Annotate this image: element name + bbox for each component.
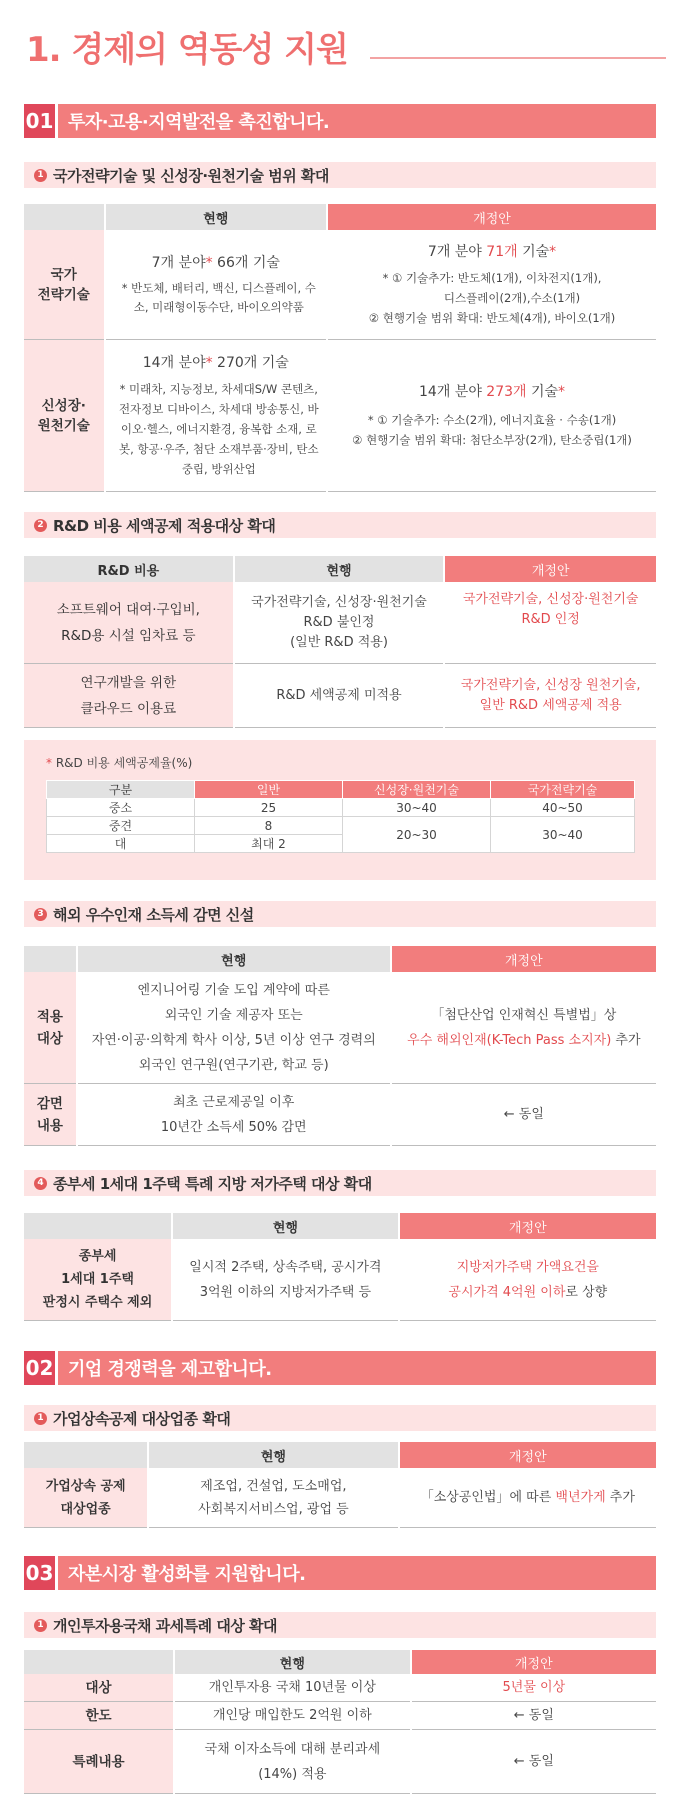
row-header: 대상 (24, 1674, 173, 1702)
section-title: 투자·고용·지역발전을 촉진합니다. (68, 112, 330, 133)
rate-box (24, 740, 656, 880)
rate-cell: 25 (195, 799, 343, 817)
cell-note: ① 기술추가: 수소(2개), 에너지효율 · 수송(1개) (377, 412, 617, 427)
item-number-badge: 1 (34, 1619, 47, 1632)
corner-header (24, 1213, 171, 1239)
row-header: 소프트웨어 대여·구입비, R&D용 시설 임차료 등 (24, 582, 233, 664)
rate-header: 구분 (47, 781, 195, 799)
table-row (24, 1702, 656, 1730)
rate-cell: 30~40 (343, 799, 491, 817)
cell-text: 7개 분야 (427, 243, 487, 260)
proposal-cell: 국가전략기술, 신성장 원천기술, 일반 R&D 세액공제 적용 (445, 664, 656, 728)
rate-header: 신성장·원천기술 (343, 781, 491, 799)
table-row (24, 1084, 656, 1146)
cell-text: 270개 기술 (212, 354, 289, 371)
current-cell: 일시적 2주택, 상속주택, 공시가격 3억원 이하의 지방저가주택 등 (173, 1239, 398, 1321)
table-talent-tax (22, 946, 658, 1146)
section-title: 기업 경쟁력을 제고합니다. (68, 1359, 272, 1380)
proposal-header: 개정안 (392, 946, 656, 972)
cell-text: 기술 (517, 243, 550, 260)
rate-cell: 최대 2 (195, 835, 343, 853)
current-header: 현행 (78, 946, 390, 972)
cell-text: 기술 (526, 383, 559, 400)
section-number: 01 (24, 104, 58, 138)
current-cell: 제조업, 건설업, 도소매업, 사회복지서비스업, 광업 등 (149, 1468, 397, 1528)
highlight-text: 우수 해외인재(K-Tech Pass 소지자) (407, 1032, 612, 1048)
item-bar (24, 1612, 656, 1638)
cell-note: ② 현행기술 범위 확대: 첨단소부장(2개), 탄소중립(1개) (352, 432, 632, 447)
current-header: 현행 (235, 556, 444, 582)
item-number-badge: 2 (34, 519, 47, 532)
current-header: 현행 (173, 1213, 398, 1239)
cell-text: 7개 분야 (151, 254, 206, 271)
rate-cell: 40~50 (491, 799, 635, 817)
rate-title-text: R&D 비용 세액공제율(%) (55, 756, 193, 770)
table-rnd-scope (22, 556, 658, 728)
section-03-bar (24, 1556, 656, 1590)
item-title: 개인투자용국채 과세특례 대상 확대 (53, 1616, 278, 1635)
section-title: 자본시장 활성화를 지원합니다. (68, 1564, 306, 1585)
item-number-badge: 3 (34, 908, 47, 921)
cell-note: ② 현행기술 범위 확대: 반도체(4개), 바이오(1개) (368, 310, 616, 325)
item-number-badge: 1 (34, 169, 47, 182)
row-header: 신성장· 원천기술 (24, 340, 104, 492)
cell-text: 「소상공인법」에 따른 (420, 1489, 556, 1505)
proposal-cell: ← 동일 (392, 1084, 656, 1146)
highlight-text: 지방저가주택 가액요건을 (456, 1259, 599, 1275)
cell-text: 추가 (611, 1032, 641, 1048)
cell-note: ① 기술추가: 반도체(1개), 이차전지(1개), (392, 270, 602, 285)
corner-header (24, 204, 104, 230)
item-bar (24, 1405, 656, 1431)
proposal-cell: 국가전략기술, 신성장·원천기술 R&D 인정 (445, 582, 656, 664)
item-bar (24, 1170, 656, 1196)
main-title (26, 22, 666, 71)
current-cell: 엔지니어링 기술 도입 계약에 따른 외국인 기술 제공자 또는 자연·이공·의학계 학사 이상, 5년 이상 연구 경력의 외국인 연구원(연구기관, 학교 등) (78, 972, 390, 1084)
cell-text: 추가 (605, 1489, 635, 1505)
corner-header (24, 1442, 147, 1468)
table-row (24, 664, 656, 728)
table-row (47, 817, 635, 835)
proposal-header: 개정안 (412, 1650, 656, 1674)
proposal-header: 개정안 (445, 556, 656, 582)
proposal-cell: 14개 분야 273개 기술* * ① 기술추가: 수소(2개), 에너지효율 · 수송(1개) ② 현행기술 범위 확대: 첨단소부장(2개), 탄소중립(1개) (328, 340, 656, 492)
item-number-badge: 1 (34, 1412, 47, 1425)
rate-header: 국가전략기술 (491, 781, 635, 799)
table-retail-bond (22, 1650, 658, 1794)
rate-cell: 중견 (47, 817, 195, 835)
item-title: 종부세 1세대 1주택 특례 지방 저가주택 대상 확대 (53, 1174, 372, 1193)
proposal-cell: 7개 분야 71개 기술* * ① 기술추가: 반도체(1개), 이차전지(1개), 디스플레이(2개),수소(1개) ② 현행기술 범위 확대: 반도체(4개), 바이오(1개) (328, 230, 656, 340)
corner-header (24, 946, 76, 972)
item-number-badge: 4 (34, 1177, 47, 1190)
rate-table (46, 780, 635, 853)
rate-cell: 대 (47, 835, 195, 853)
page-title: 1. 경제의 역동성 지원 (26, 30, 348, 70)
current-header: 현행 (106, 204, 327, 230)
section-number: 03 (24, 1556, 58, 1590)
cell-note: 반도체, 배터리, 백신, 디스플레이, 수소, 미래형이동수단, 바이오의약품 (131, 280, 316, 314)
table-row (24, 582, 656, 664)
rate-title: * R&D 비용 세액공제율(%) (46, 756, 193, 770)
current-cell: 개인당 매입한도 2억원 이하 (175, 1702, 410, 1730)
highlight-text: 백년가게 (555, 1489, 606, 1505)
table-property-tax (22, 1213, 658, 1321)
cell-text: 14개 분야 (142, 354, 206, 371)
proposal-cell: ← 동일 (412, 1730, 656, 1794)
corner-header (24, 1650, 173, 1674)
row-header: 연구개발을 위한 클라우드 이용료 (24, 664, 233, 728)
item-title: 국가전략기술 및 신성장·원천기술 범위 확대 (53, 166, 329, 185)
rate-cell: 8 (195, 817, 343, 835)
highlight-text: 71개 (486, 243, 518, 260)
cell-text: 「첨단산업 인재혁신 특별법」상 (431, 1007, 617, 1023)
proposal-header: 개정안 (400, 1213, 656, 1239)
cell-text: 14개 분야 (419, 383, 487, 400)
proposal-cell: 5년물 이상 (412, 1674, 656, 1702)
current-cell: 최초 근로제공일 이후 10년간 소득세 50% 감면 (78, 1084, 390, 1146)
row-header: 가업상속 공제 대상업종 (24, 1468, 147, 1528)
item-title: 해외 우수인재 소득세 감면 신설 (53, 905, 254, 924)
table-row (24, 1730, 656, 1794)
title-rule (370, 57, 666, 59)
current-cell: 개인투자용 국채 10년물 이상 (175, 1674, 410, 1702)
current-header: 현행 (175, 1650, 410, 1674)
proposal-cell (400, 1468, 656, 1528)
proposal-cell (400, 1239, 656, 1321)
current-cell: 국채 이자소득에 대해 분리과세 (14%) 적용 (175, 1730, 410, 1794)
proposal-header: 개정안 (328, 204, 656, 230)
proposal-cell (392, 972, 656, 1084)
cell-text: 66개 기술 (212, 254, 280, 271)
table-row (47, 799, 635, 817)
table-row (24, 340, 656, 492)
table-row (24, 1239, 656, 1321)
proposal-cell: ← 동일 (412, 1702, 656, 1730)
row-header: 종부세 1세대 1주택 판정시 주택수 제외 (24, 1239, 171, 1321)
current-cell: R&D 세액공제 미적용 (235, 664, 444, 728)
highlight-text: 273개 (486, 383, 527, 400)
row-header: 한도 (24, 1702, 173, 1730)
current-cell: 국가전략기술, 신성장·원천기술 R&D 불인정 (일반 R&D 적용) (235, 582, 444, 664)
section-01-bar (24, 104, 656, 138)
rate-cell: 20~30 (343, 817, 491, 853)
item-bar (24, 162, 656, 188)
table-inheritance (22, 1442, 658, 1528)
row-header: 특례내용 (24, 1730, 173, 1794)
current-cell: 14개 분야* 270개 기술 * 미래차, 지능정보, 차세대S/W 콘텐츠, 전자정보 디바이스, 차세대 방송통신, 바이오·헬스, 에너지환경, 융복합 소재, 로봇, 항공·우주, 첨단 소재부품·장비, 탄소중립, 방위산업 (106, 340, 327, 492)
item-title: R&D 비용 세액공제 적용대상 확대 (53, 516, 276, 535)
row-header: 국가 전략기술 (24, 230, 104, 340)
current-header: 현행 (149, 1442, 397, 1468)
rate-cell: 30~40 (491, 817, 635, 853)
row-header: 감면 내용 (24, 1084, 76, 1146)
table-row (24, 230, 656, 340)
section-number: 02 (24, 1351, 58, 1385)
table-tech-scope (22, 204, 658, 492)
highlight-text: 공시가격 4억원 이하 (448, 1284, 566, 1300)
table-row (24, 1674, 656, 1702)
item-title: 가업상속공제 대상업종 확대 (53, 1409, 231, 1428)
cell-note: 디스플레이(2개),수소(1개) (443, 290, 581, 305)
section-02-bar (24, 1351, 656, 1385)
table-row (24, 972, 656, 1084)
cell-note: 미래차, 지능정보, 차세대S/W 콘텐츠, 전자정보 디바이스, 차세대 방송통신, 바이오·헬스, 에너지환경, 융복합 소재, 로봇, 항공·우주, 첨단 소재부품·장비, 탄소중립, 방위산업 (118, 381, 319, 476)
proposal-header: 개정안 (400, 1442, 656, 1468)
row-header: 적용 대상 (24, 972, 76, 1084)
current-cell: 7개 분야* 66개 기술 * 반도체, 배터리, 백신, 디스플레이, 수소, 미래형이동수단, 바이오의약품 (106, 230, 327, 340)
item-bar (24, 901, 656, 927)
item-bar (24, 512, 656, 538)
rnd-cost-header: R&D 비용 (24, 556, 233, 582)
table-row (24, 1468, 656, 1528)
cell-text: 로 상향 (565, 1284, 608, 1300)
rate-cell: 중소 (47, 799, 195, 817)
rate-header: 일반 (195, 781, 343, 799)
